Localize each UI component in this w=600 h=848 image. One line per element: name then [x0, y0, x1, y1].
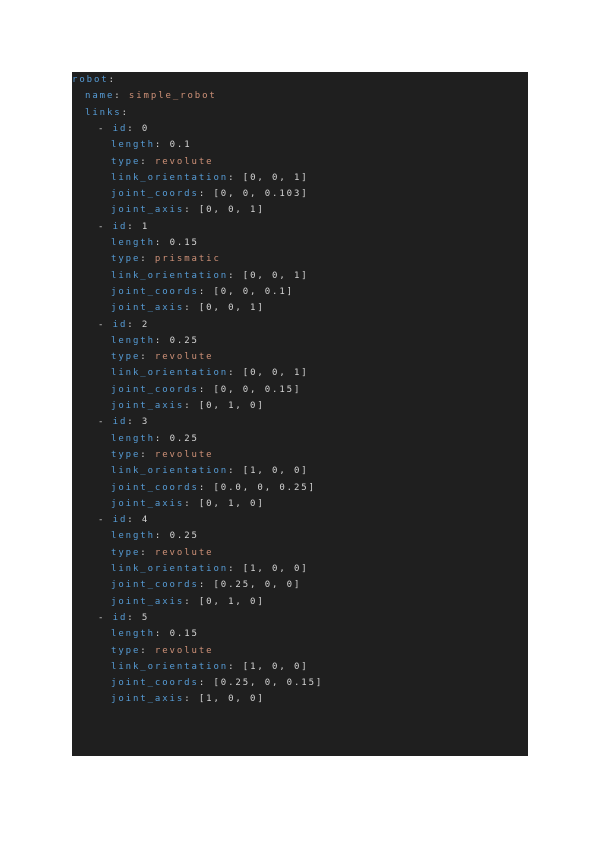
- yaml-value: revolute: [154, 156, 214, 167]
- yaml-value: revolute: [154, 449, 214, 460]
- code-line: [111, 496, 265, 512]
- yaml-key: type: [111, 547, 141, 558]
- yaml-value: [0, 0, 0.1]: [213, 286, 294, 297]
- key-separator: :: [184, 694, 199, 705]
- code-line: [111, 431, 199, 447]
- key-separator: :: [154, 335, 170, 346]
- yaml-key: id: [112, 612, 128, 623]
- yaml-key: joint_axis: [111, 303, 185, 314]
- code-line: [98, 317, 149, 333]
- code-line: [111, 643, 213, 659]
- key-separator: :: [198, 384, 214, 395]
- yaml-value: 0.25: [169, 335, 199, 346]
- key-separator: :: [140, 254, 155, 265]
- yaml-value: [0, 0, 1]: [242, 172, 309, 183]
- yaml-key: link_orientation: [111, 368, 229, 379]
- yaml-value: 0.25: [169, 531, 199, 542]
- key-separator: :: [127, 515, 142, 526]
- key-separator: :: [127, 612, 142, 623]
- code-line: [111, 235, 199, 251]
- code-panel: [72, 72, 528, 756]
- yaml-value: revolute: [154, 547, 214, 558]
- yaml-value: [0, 0, 1]: [198, 205, 265, 216]
- yaml-value: [0, 0, 0.15]: [213, 384, 302, 395]
- code-line: [98, 219, 149, 235]
- yaml-key: joint_coords: [111, 482, 199, 493]
- key-separator: :: [127, 221, 142, 232]
- code-line: [111, 463, 309, 479]
- yaml-key: link_orientation: [111, 564, 229, 574]
- code-line: [111, 577, 301, 593]
- key-separator: :: [184, 401, 199, 411]
- yaml-value: [0.25, 0, 0]: [213, 580, 302, 591]
- yaml-value: [0, 0, 1]: [242, 368, 309, 379]
- key-separator: :: [140, 645, 155, 656]
- key-separator: :: [228, 661, 243, 672]
- code-line: [111, 365, 309, 381]
- yaml-value: [0, 0, 0.103]: [213, 189, 309, 200]
- code-line: [111, 691, 265, 707]
- yaml-key: length: [111, 335, 155, 346]
- yaml-key: joint_coords: [111, 580, 199, 591]
- yaml-value: simple_robot: [128, 91, 217, 102]
- key-separator: :: [114, 91, 129, 102]
- key-separator: :: [228, 270, 243, 281]
- key-separator: :: [184, 596, 199, 607]
- key-separator: :: [198, 678, 214, 689]
- key-separator: :: [154, 531, 170, 542]
- code-line: [111, 137, 192, 153]
- yaml-value: [0.25, 0, 0.15]: [213, 678, 324, 689]
- code-line: [111, 398, 265, 414]
- yaml-key: id: [112, 319, 128, 330]
- yaml-value: [0, 1, 0]: [198, 596, 265, 607]
- code-line: [98, 610, 149, 626]
- yaml-key: joint_coords: [111, 384, 199, 395]
- yaml-key: joint_axis: [111, 694, 185, 705]
- yaml-value: revolute: [154, 645, 214, 656]
- yaml-key: id: [112, 123, 128, 134]
- key-separator: :: [198, 286, 214, 297]
- yaml-key: joint_coords: [111, 189, 199, 200]
- key-separator: :: [228, 466, 243, 477]
- yaml-value: [0, 0, 1]: [242, 270, 309, 281]
- code-line: [111, 626, 199, 642]
- key-separator: :: [108, 75, 116, 85]
- yaml-value: [1, 0, 0]: [242, 661, 309, 672]
- yaml-value: [0.0, 0, 0.25]: [213, 482, 316, 493]
- yaml-key: link_orientation: [111, 661, 229, 672]
- yaml-value: [1, 0, 0]: [242, 466, 309, 477]
- code-line: [111, 659, 309, 675]
- code-line: [111, 154, 213, 170]
- yaml-value: 2: [141, 319, 150, 330]
- yaml-value: prismatic: [154, 254, 221, 265]
- code-line: [98, 121, 149, 137]
- code-line: [111, 594, 265, 610]
- code-line: [111, 333, 199, 349]
- key-separator: :: [154, 238, 170, 248]
- code-line: [85, 105, 129, 121]
- code-line: [111, 300, 265, 316]
- yaml-key: joint_coords: [111, 286, 199, 297]
- code-line: [85, 88, 217, 104]
- code-line: [72, 72, 116, 88]
- key-separator: :: [184, 205, 199, 216]
- code-line: [111, 268, 309, 284]
- key-separator: :: [198, 580, 214, 591]
- key-separator: :: [184, 303, 199, 314]
- yaml-key: id: [112, 221, 128, 232]
- yaml-key: type: [111, 254, 141, 265]
- code-line: [111, 675, 323, 691]
- code-line: [111, 561, 309, 577]
- yaml-key: joint_coords: [111, 678, 199, 689]
- yaml-key: joint_axis: [111, 205, 185, 216]
- list-dash: -: [98, 123, 113, 134]
- code-line: [111, 480, 316, 496]
- yaml-value: [1, 0, 0]: [198, 694, 265, 705]
- list-dash: -: [98, 221, 113, 232]
- key-separator: :: [127, 123, 142, 134]
- yaml-value: [0, 1, 0]: [198, 401, 265, 411]
- yaml-value: revolute: [154, 352, 214, 363]
- code-line: [111, 170, 309, 186]
- yaml-value: 3: [141, 417, 150, 428]
- key-separator: :: [140, 547, 155, 558]
- yaml-key: id: [112, 417, 128, 428]
- list-dash: -: [98, 515, 113, 526]
- key-separator: :: [140, 449, 155, 460]
- yaml-key: length: [111, 238, 155, 248]
- yaml-key: type: [111, 645, 141, 656]
- code-line: [111, 186, 309, 202]
- yaml-key: link_orientation: [111, 466, 229, 477]
- code-line: [111, 349, 213, 365]
- yaml-value: 4: [141, 515, 150, 526]
- code-line: [111, 528, 199, 544]
- yaml-value: 0.25: [169, 433, 199, 444]
- list-dash: -: [98, 612, 113, 623]
- yaml-value: 0: [141, 123, 150, 134]
- key-separator: :: [121, 107, 129, 118]
- yaml-key: id: [112, 515, 128, 526]
- key-separator: :: [127, 417, 142, 428]
- key-separator: :: [154, 140, 170, 151]
- list-dash: -: [98, 417, 113, 428]
- yaml-key: length: [111, 140, 155, 151]
- yaml-value: 5: [141, 612, 150, 623]
- code-line: [111, 382, 301, 398]
- yaml-key: type: [111, 449, 141, 460]
- yaml-value: [0, 1, 0]: [198, 498, 265, 509]
- code-line: [111, 251, 221, 267]
- code-line: [111, 447, 213, 463]
- yaml-value: 0.1: [169, 140, 192, 151]
- yaml-key: type: [111, 156, 141, 167]
- key-separator: :: [228, 564, 243, 574]
- yaml-value: 0.15: [169, 238, 199, 248]
- key-separator: :: [154, 433, 170, 444]
- key-separator: :: [127, 319, 142, 330]
- yaml-key: robot: [72, 75, 109, 85]
- yaml-key: length: [111, 531, 155, 542]
- yaml-key: joint_axis: [111, 401, 185, 411]
- key-separator: :: [228, 172, 243, 183]
- yaml-key: link_orientation: [111, 172, 229, 183]
- list-dash: -: [98, 319, 113, 330]
- code-line: [98, 512, 149, 528]
- key-separator: :: [140, 352, 155, 363]
- yaml-key: length: [111, 629, 155, 640]
- yaml-value: [1, 0, 0]: [242, 564, 309, 574]
- yaml-key: link_orientation: [111, 270, 229, 281]
- key-separator: :: [198, 189, 214, 200]
- yaml-key: type: [111, 352, 141, 363]
- yaml-key: joint_axis: [111, 596, 185, 607]
- key-separator: :: [154, 629, 170, 640]
- key-separator: :: [198, 482, 214, 493]
- code-line: [98, 414, 149, 430]
- yaml-key: length: [111, 433, 155, 444]
- code-line: [111, 202, 265, 218]
- code-line: [111, 545, 213, 561]
- key-separator: :: [140, 156, 155, 167]
- code-line: [111, 284, 294, 300]
- key-separator: :: [228, 368, 243, 379]
- key-separator: :: [184, 498, 199, 509]
- yaml-key: links: [85, 107, 122, 118]
- yaml-value: 0.15: [169, 629, 199, 640]
- yaml-key: name: [85, 91, 115, 102]
- yaml-value: 1: [141, 221, 150, 232]
- yaml-key: joint_axis: [111, 498, 185, 509]
- yaml-value: [0, 0, 1]: [198, 303, 265, 314]
